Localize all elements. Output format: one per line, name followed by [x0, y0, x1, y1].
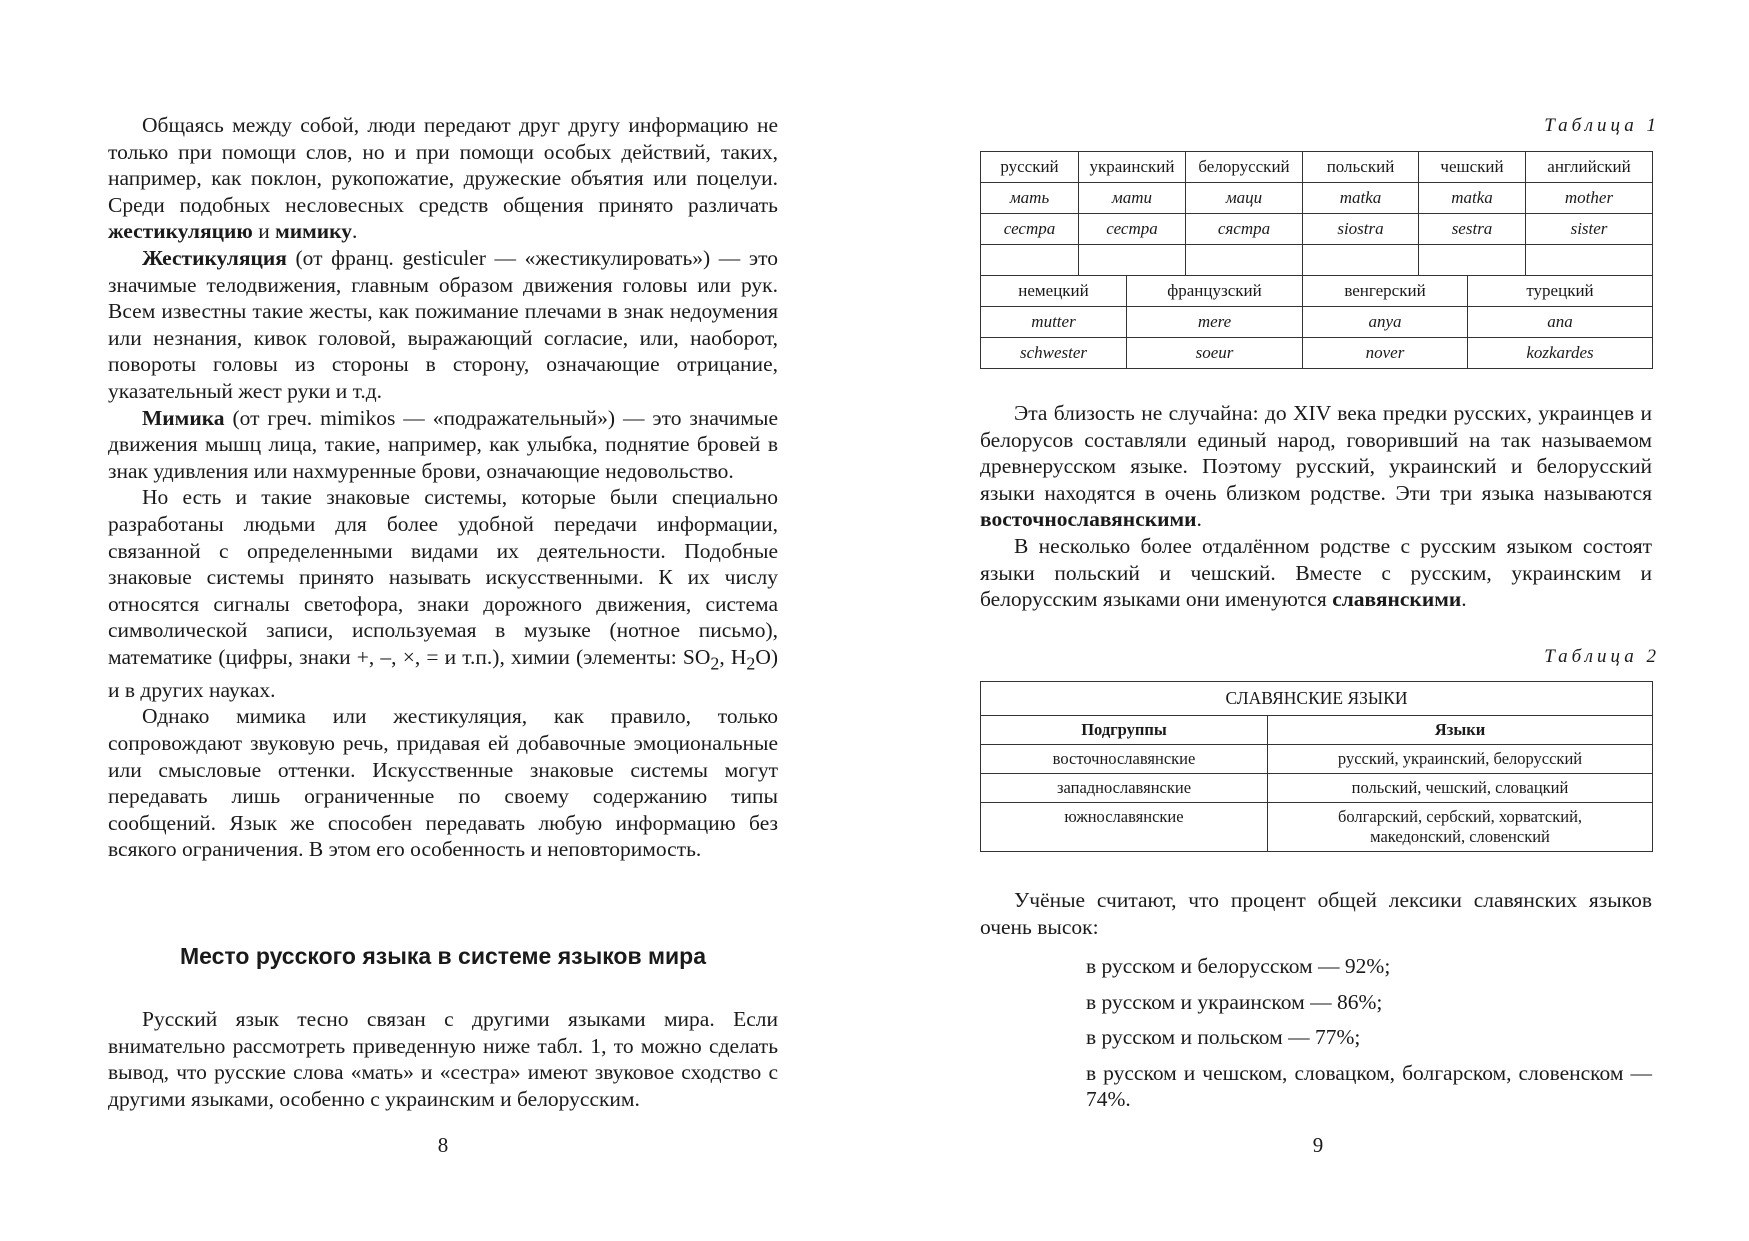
- bold-term: Мимика: [142, 405, 225, 430]
- languages-cell: русский, украинский, белорусский: [1268, 745, 1653, 774]
- word-cell: мати: [1079, 183, 1186, 214]
- word-cell: mere: [1127, 306, 1303, 337]
- left-paragraphs-paragraph: [108, 245, 778, 405]
- language-header-cell: чешский: [1419, 152, 1526, 183]
- bold-term: славянскими: [1332, 587, 1462, 612]
- left-paragraphs-paragraph: [108, 703, 778, 863]
- word-cell: [1526, 245, 1653, 276]
- word-cell: mutter: [981, 306, 1127, 337]
- table2: [980, 681, 1652, 852]
- language-header-cell: русский: [981, 152, 1079, 183]
- text-run: и: [252, 219, 276, 244]
- right-paragraphs-paragraph: [980, 400, 1652, 533]
- languages-cell: болгарский, сербский, хорватский, македонский, словенский: [1268, 803, 1653, 852]
- word-cell: mother: [1526, 183, 1653, 214]
- text-run: Общаясь между собой, люди передают друг другу информацию не только при помощи слов, но и при помощи особых действий, таких, например, как поклон, рукопожатие, дружеские объятия или поцелуи. Среди подобных несловесных средств общения принято различать: [108, 113, 778, 217]
- text-run: (от франц. gesticuler — «жестикулировать») — это значимые телодвижения, главным образом движения головы или рук. Всем известны такие жесты, как пожимание плечами в знак недоумения или незнания, кивок головой, выражающий согласие, или, наоборот, повороты головы из стороны в сторону, означающие отрицание, указательный жест руки и т.д.: [108, 245, 778, 403]
- language-header-cell: турецкий: [1468, 275, 1653, 306]
- word-cell: [1079, 245, 1186, 276]
- table-row: [981, 337, 1653, 368]
- table1-bottom: [980, 275, 1653, 369]
- word-cell: сястра: [1186, 214, 1303, 245]
- word-cell: маци: [1186, 183, 1303, 214]
- language-header-cell: польский: [1303, 152, 1419, 183]
- language-header-cell: украинский: [1079, 152, 1186, 183]
- right-page-body: [980, 400, 1652, 613]
- word-cell: nover: [1303, 337, 1468, 368]
- word-cell: мать: [981, 183, 1079, 214]
- word-cell: soeur: [1127, 337, 1303, 368]
- page-number-left: 8: [437, 1133, 449, 1157]
- right-paragraph_after-paragraph: [980, 887, 1652, 940]
- word-cell: [981, 245, 1079, 276]
- text-run: (от греч. mimikos — «подражательный») — это значимые движения мышц лица, такие, например, как улыбка, поднятие бровей в знак удивления или нахмуренные брови, означающие недовольство.: [108, 405, 778, 483]
- language-header-cell: венгерский: [1303, 275, 1468, 306]
- table-row: [981, 245, 1653, 276]
- subgroup-cell: южнославянские: [981, 803, 1268, 852]
- subgroup-cell: западнославянские: [981, 774, 1268, 803]
- slavic-languages-table: [980, 681, 1653, 852]
- table2-caption: Таблица 2: [1544, 646, 1660, 667]
- word-cell: ana: [1468, 306, 1653, 337]
- word-cell: schwester: [981, 337, 1127, 368]
- bold-term: Жестикуляция: [142, 245, 287, 270]
- text-run: .: [1196, 507, 1202, 532]
- right-page-body-after-table2: [980, 887, 1652, 940]
- page-number-right: 9: [1312, 1133, 1324, 1157]
- subgroup-cell: восточнославянские: [981, 745, 1268, 774]
- word-cell: сестра: [1079, 214, 1186, 245]
- word-cell: [1303, 245, 1419, 276]
- subscript: 2: [710, 653, 720, 674]
- text-run: Однако мимика или жестикуляция, как правило, только сопровождают звуковую речь, придавая ей добавочные эмоциональные или смысловые оттенки. Искусственные знаковые системы могут передавать лишь ограниченные по своему содержанию типы сообщений. Язык же способен передавать любую информацию без всякого ограничения. В этом его особенность и неповторимость.: [108, 704, 778, 862]
- word-cell: [1186, 245, 1303, 276]
- language-header-cell: немецкий: [981, 275, 1127, 306]
- text-run: Учёные считают, что процент общей лексики славянских языков очень высок:: [980, 888, 1652, 939]
- left-paragraphs-paragraph: [108, 405, 778, 485]
- table-row: [981, 183, 1653, 214]
- table1-caption: Таблица 1: [1544, 115, 1660, 136]
- left-page-body: [108, 112, 778, 863]
- table2-header-subgroups: Подгруппы: [981, 716, 1268, 745]
- text-run: Русский язык тесно связан с другими языками мира. Если внимательно рассмотреть приведенную ниже табл. 1, то можно сделать вывод, что русские слова «мать» и «сестра» имеют звуковое сходство с другими языками, особенно с украинским и белорусским.: [108, 1007, 778, 1111]
- text-run: В несколько более отдалённом родстве с русским языком состоят языки польский и чешский. Вместе с русским, украинским и белорусским языками они именуются: [980, 533, 1652, 612]
- word-cell: kozkardes: [1468, 337, 1653, 368]
- table-header-row: [981, 275, 1653, 306]
- percentage-item: в русском и чешском, словацком, болгарском, словенском — 74%.: [1086, 1060, 1652, 1112]
- word-cell: [1419, 245, 1526, 276]
- left-paragraphs-paragraph: [108, 112, 778, 245]
- table2-title: СЛАВЯНСКИЕ ЯЗЫКИ: [981, 682, 1653, 716]
- percentage-item: в русском и украинском — 86%;: [1086, 989, 1383, 1014]
- text-run: Эта близость не случайна: до XIV века предки русских, украинцев и белорусов составляли единый народ, говоривший на так называемом древнерусском языке. Поэтому русский, украинский и белорусский языки находятся в очень близком родстве. Эти три языка называются: [980, 401, 1652, 505]
- word-cell: сестра: [981, 214, 1079, 245]
- table-row: [981, 774, 1653, 803]
- table-row: [981, 803, 1653, 852]
- text-run: .: [1461, 587, 1467, 612]
- left-paragraphs-paragraph: [108, 484, 778, 703]
- bold-term: жестикуляцию: [108, 219, 253, 244]
- word-cell: sestra: [1419, 214, 1526, 245]
- table2-header-languages: Языки: [1268, 716, 1653, 745]
- word-cell: sister: [1526, 214, 1653, 245]
- language-header-cell: белорусский: [1186, 152, 1303, 183]
- text-run: O) и в других науках.: [108, 644, 778, 702]
- bold-term: восточнославянскими: [980, 507, 1197, 532]
- table-row: [981, 306, 1653, 337]
- table1: [980, 151, 1652, 369]
- subscript: 2: [746, 653, 756, 674]
- language-header-cell: английский: [1526, 152, 1653, 183]
- percentage-list: [1086, 953, 1652, 1122]
- section-heading: Место русского языка в системе языков мира: [179, 943, 707, 969]
- bold-term: мимику: [275, 219, 352, 244]
- table-header-row: [981, 152, 1653, 183]
- left-paragraphs_after-paragraph: [108, 1006, 778, 1112]
- table-row: [981, 214, 1653, 245]
- right-paragraphs-paragraph: [980, 533, 1652, 613]
- left-page-body-after-heading: [108, 1006, 778, 1112]
- word-cell: siostra: [1303, 214, 1419, 245]
- percentage-item: в русском и польском — 77%;: [1086, 1025, 1361, 1050]
- table1-top: [980, 151, 1653, 276]
- word-cell: matka: [1419, 183, 1526, 214]
- word-cell: anya: [1303, 306, 1468, 337]
- percentage-item: в русском и белорусском — 92%;: [1086, 954, 1391, 978]
- word-cell: matka: [1303, 183, 1419, 214]
- language-header-cell: французский: [1127, 275, 1303, 306]
- languages-cell: польский, чешский, словацкий: [1268, 774, 1653, 803]
- table-row: [981, 745, 1653, 774]
- text-run: , H: [719, 644, 747, 669]
- text-run: Но есть и такие знаковые системы, которые были специально разработаны людьми для более удобной передачи информации, связанной с определенными видами их деятельности. Подобные знаковые системы принято называть искусственными. К их числу относятся сигналы светофора, знаки дорожного движения, система символической записи, используемая в музыке (нотное письмо), математике (цифры, знаки +, –, ×, = и т.п.), химии (элементы: SO: [108, 485, 778, 669]
- text-run: .: [351, 219, 358, 244]
